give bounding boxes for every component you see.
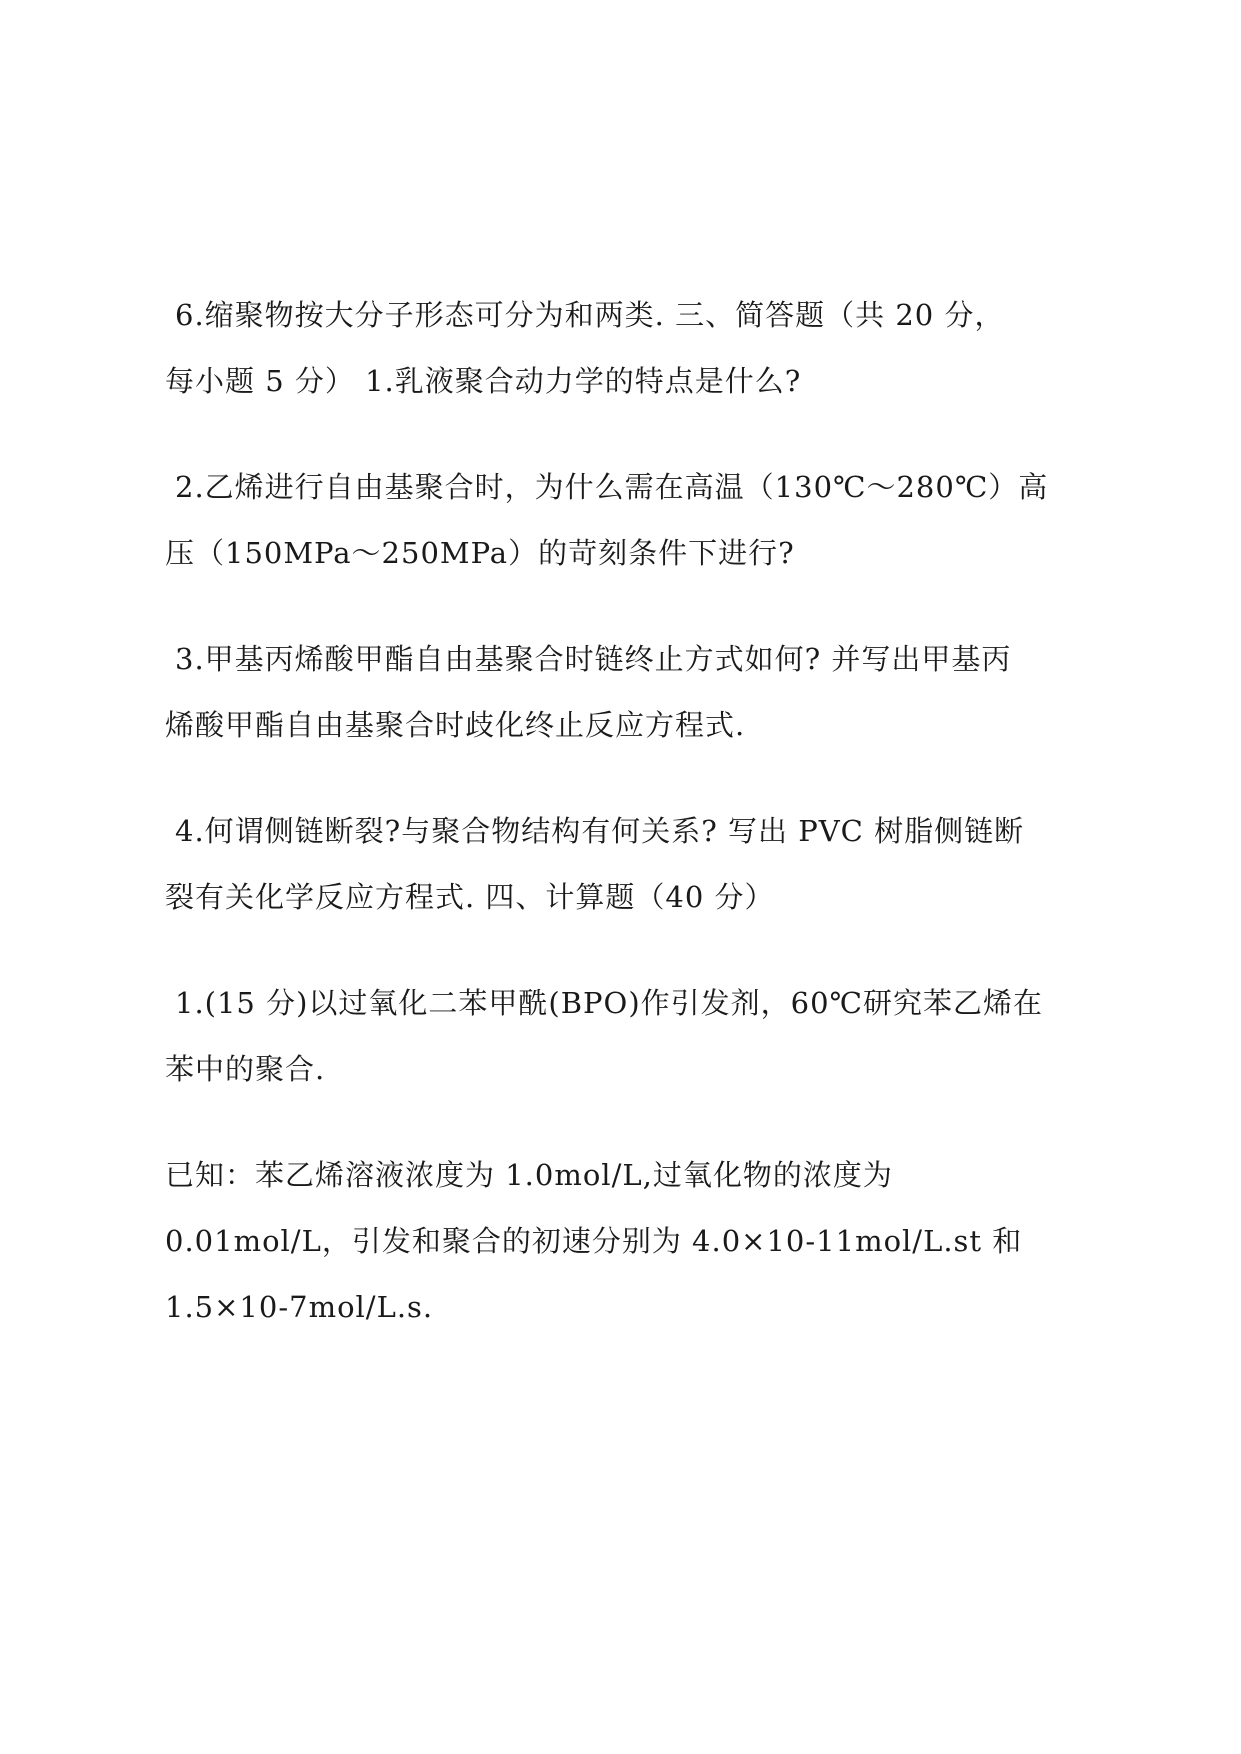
short-answer-4-paragraph — [165, 798, 1105, 930]
text-line: 1.5×10-7mol/L.s. — [165, 1290, 434, 1324]
text-line: 烯酸甲酯自由基聚合时歧化终止反应方程式. — [165, 708, 746, 742]
text-line: 6.缩聚物按大分子形态可分为和两类. 三、简答题（共 20 分， — [175, 298, 1005, 332]
text-line: 2.乙烯进行自由基聚合时，为什么需在高温（130℃～280℃）高 — [175, 470, 1049, 504]
calculation-1-paragraph — [165, 970, 1105, 1102]
text-line: 3.甲基丙烯酸甲酯自由基聚合时链终止方式如何? 并写出甲基丙 — [175, 642, 1012, 676]
text-line: 压（150MPa～250MPa）的苛刻条件下进行? — [165, 536, 795, 570]
text-line: 4.何谓侧链断裂?与聚合物结构有何关系? 写出 PVC 树脂侧链断 — [175, 814, 1025, 848]
text-line: 苯中的聚合. — [165, 1052, 326, 1086]
text-line: 1.(15 分)以过氧化二苯甲酰(BPO)作引发剂，60℃研究苯乙烯在 — [175, 986, 1043, 1020]
text-line: 每小题 5 分） 1.乳液聚合动力学的特点是什么? — [165, 364, 802, 398]
text-line: 已知：苯乙烯溶液浓度为 1.0mol/L,过氧化物的浓度为 — [165, 1158, 893, 1192]
question-6-paragraph — [165, 282, 1105, 414]
text-line: 裂有关化学反应方程式. 四、计算题（40 分） — [165, 880, 775, 914]
text-line: 0.01mol/L，引发和聚合的初速分别为 4.0×10-11mol/L.st 和 — [165, 1224, 1023, 1258]
given-conditions-paragraph — [165, 1142, 1105, 1340]
short-answer-2-paragraph — [165, 454, 1105, 586]
short-answer-3-paragraph — [165, 626, 1105, 758]
